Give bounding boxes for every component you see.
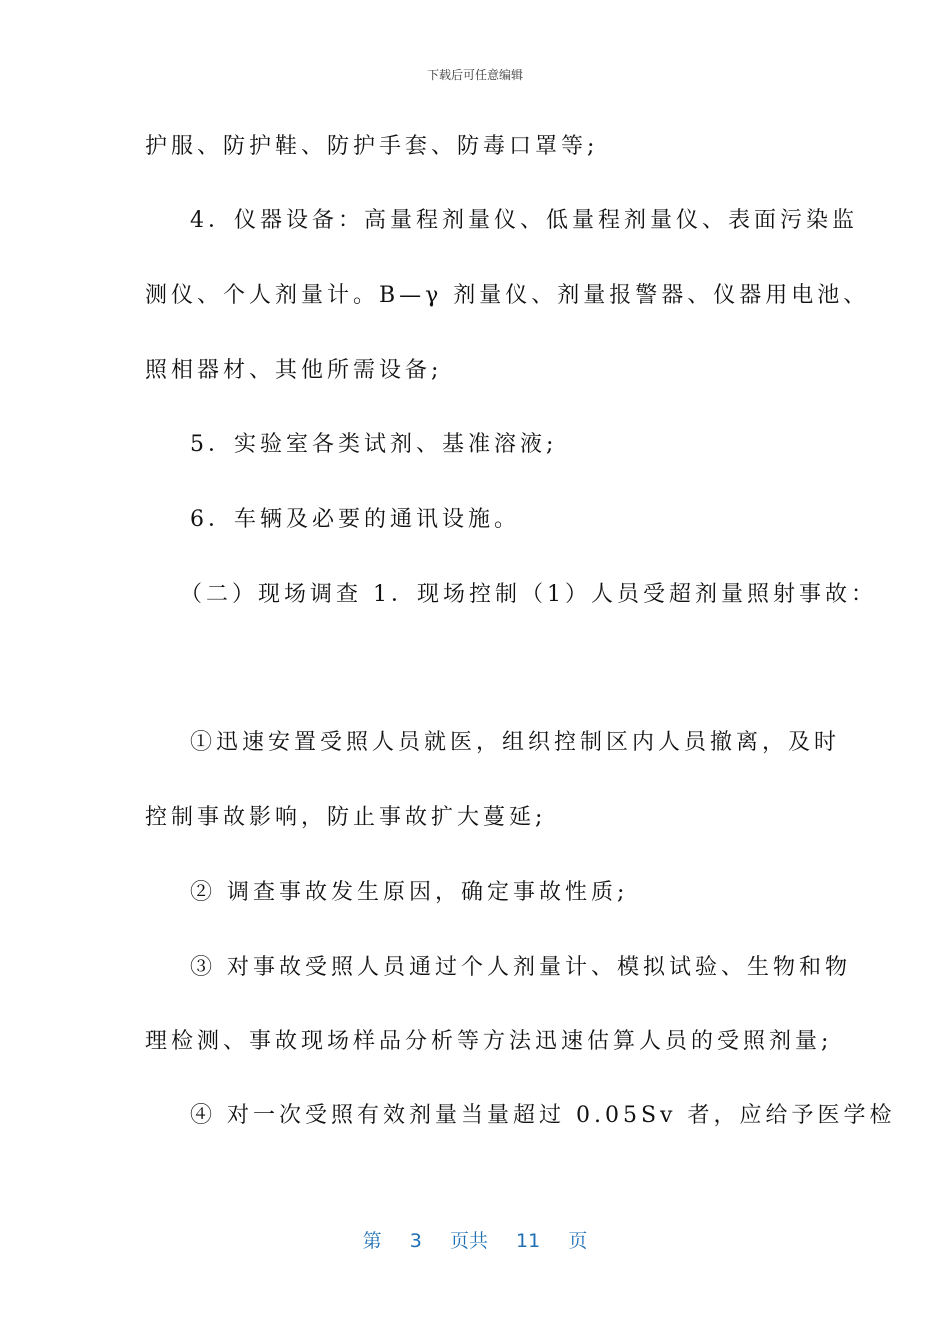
page-footer [0, 1226, 950, 1253]
body-line-3: 测仪、个人剂量计。B—γ 剂量仪、剂量报警器、仪器用电池、 [145, 283, 870, 308]
footer-prefix: 第 [362, 1230, 382, 1252]
body-line-1: 护服、防护鞋、防护手套、防毒口罩等; [145, 134, 599, 159]
body-line-5: 5．实验室各类试剂、基准溶液; [190, 432, 558, 457]
body-line-9: 控制事故影响，防止事故扩大蔓延; [145, 805, 547, 830]
body-line-2: 4．仪器设备：高量程剂量仪、低量程剂量仪、表面污染监 [190, 208, 858, 233]
body-line-7: （二）现场调查 1．现场控制（1）人员受超剂量照射事故： [180, 582, 877, 607]
footer-middle: 页共 [449, 1230, 488, 1252]
body-line-12: 理检测、事故现场样品分析等方法迅速估算人员的受照剂量; [145, 1029, 833, 1054]
body-line-6: 6．车辆及必要的通讯设施。 [190, 507, 520, 532]
footer-total-pages: 11 [516, 1230, 541, 1252]
body-line-13: ④ 对一次受照有效剂量当量超过 0.05Sv 者，应给予医学检 [190, 1103, 896, 1128]
footer-suffix: 页 [568, 1230, 588, 1252]
page-header: 下载后可任意编辑 [426, 68, 523, 82]
body-line-8: ①迅速安置受照人员就医，组织控制区内人员撤离，及时 [190, 730, 841, 755]
body-line-11: ③ 对事故受照人员通过个人剂量计、模拟试验、生物和物 [190, 955, 851, 980]
footer-page-number: 3 [409, 1230, 422, 1252]
body-line-4: 照相器材、其他所需设备; [145, 358, 443, 383]
body-line-10: ② 调查事故发生原因，确定事故性质; [190, 880, 629, 905]
